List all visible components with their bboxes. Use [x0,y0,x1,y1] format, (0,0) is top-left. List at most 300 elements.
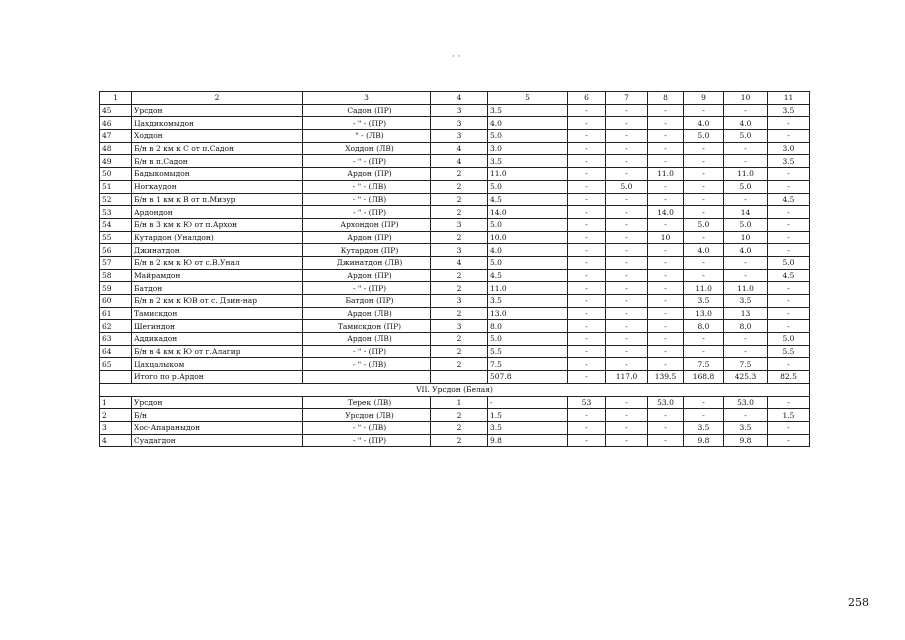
table-row [100,295,810,308]
table-cell: 7.5 [488,358,568,371]
table-cell: 4.5 [488,193,568,206]
table-cell: - [648,117,684,130]
table-cell: - [606,269,648,282]
table-cell: - [768,421,810,434]
table-cell: - " - (ПР) [303,282,431,295]
table-cell: 2 [431,206,488,219]
table-cell: - [568,244,606,257]
table-cell: 2 [431,193,488,206]
table-row [100,244,810,257]
table-cell: 11.0 [724,168,768,181]
table-cell: Ардон (ЛВ) [303,307,431,320]
table-cell: 2 [100,409,132,422]
column-number: 8 [648,92,684,105]
table-cell: - " - (ПР) [303,206,431,219]
table-cell: Джинатдон (ЛВ) [303,256,431,269]
table-row [100,421,810,434]
table-cell: - [568,358,606,371]
table-row [100,320,810,333]
table-row [100,104,810,117]
table-cell: - [568,282,606,295]
table-cell: Кутардон (ПР) [303,244,431,257]
table-cell: Батдон (ПР) [303,295,431,308]
table-cell: 3.5 [724,421,768,434]
table-cell: 4 [431,142,488,155]
table-cell: - [768,307,810,320]
table-cell: 5.0 [488,130,568,143]
table-cell: 3 [431,130,488,143]
table-cell: Ардон (ПР) [303,231,431,244]
table-cell: 9.8 [684,434,724,447]
table-cell: - [568,130,606,143]
table-cell: 2 [431,434,488,447]
table-row [100,333,810,346]
table-cell: 47 [100,130,132,143]
table-cell: 5.5 [488,345,568,358]
table-cell: 4.0 [724,117,768,130]
table-cell: 3.5 [684,421,724,434]
table-cell: 4 [431,155,488,168]
table-cell: - [568,320,606,333]
table-cell: - [568,168,606,181]
table-cell: Урсдон [132,104,303,117]
column-number: 9 [684,92,724,105]
table-cell: 59 [100,282,132,295]
table-row [100,269,810,282]
table-cell: - [768,282,810,295]
column-number: 5 [488,92,568,105]
table-cell: - [648,130,684,143]
column-number: 2 [132,92,303,105]
table-cell: 9.8 [488,434,568,447]
table-cell: Ардон (ЛВ) [303,333,431,346]
table-cell: - [648,282,684,295]
table-cell: 14 [724,206,768,219]
table-cell: 11.0 [724,282,768,295]
table-cell: 46 [100,117,132,130]
table-cell: - [768,180,810,193]
table-cell: - [684,269,724,282]
table-cell: Шегиндон [132,320,303,333]
table-cell: 5.5 [768,345,810,358]
table-cell: 3 [431,104,488,117]
table-cell: - " - (ПР) [303,345,431,358]
table-cell: 139.5 [648,371,684,384]
table-cell: Батдон [132,282,303,295]
table-cell: - [684,345,724,358]
table-cell: - [684,142,724,155]
table-cell: Цахдикомыдон [132,117,303,130]
table-cell: 2 [431,409,488,422]
table-cell: 4.0 [684,117,724,130]
table-cell: Кутардон (Уналдон) [132,231,303,244]
table-row [100,409,810,422]
table-cell: 3.5 [488,155,568,168]
table-cell: - [768,358,810,371]
table-cell: 4 [431,256,488,269]
table-cell: 14.0 [648,206,684,219]
table-cell: - [724,155,768,168]
table-cell: 2 [431,358,488,371]
table-cell: - [568,409,606,422]
table-cell: Джинатдон [132,244,303,257]
table-cell [303,371,431,384]
table-cell: - [606,358,648,371]
table-cell: 2 [431,333,488,346]
table-cell: - [684,155,724,168]
table-cell: 4.0 [488,244,568,257]
table-cell: - [606,206,648,219]
table-cell: - [648,193,684,206]
table-cell: - " - (ПР) [303,117,431,130]
table-cell: Терек (ЛВ) [303,396,431,409]
table-cell: 3.5 [724,295,768,308]
table-cell: - [606,193,648,206]
table-row [100,396,810,409]
column-number: 4 [431,92,488,105]
table-cell: 1 [431,396,488,409]
table-cell: - [768,244,810,257]
table-cell: - [606,434,648,447]
table-cell: Ногкаудон [132,180,303,193]
table-cell: - [648,320,684,333]
table-row [100,434,810,447]
table-cell: Б/н в п.Садон [132,155,303,168]
table-cell: - [684,104,724,117]
table-cell: - [488,396,568,409]
table-cell: 168.8 [684,371,724,384]
table-cell: 5.0 [488,180,568,193]
table-cell: - [768,295,810,308]
table-cell: 7.5 [684,358,724,371]
table-cell: - [768,218,810,231]
table-row [100,168,810,181]
table-cell: 117.0 [606,371,648,384]
table-cell: 3.0 [768,142,810,155]
table-cell: - [568,104,606,117]
column-number: 3 [303,92,431,105]
table-cell: 11.0 [684,282,724,295]
table-cell: - [568,307,606,320]
table-cell: - [568,269,606,282]
table-cell: Аддикадон [132,333,303,346]
table-cell: - [606,117,648,130]
table-row [100,371,810,384]
table-cell: Хос-Апараныдон [132,421,303,434]
table-cell: 56 [100,244,132,257]
table-cell: 3.5 [488,421,568,434]
table-cell: - [606,231,648,244]
table-cell: 7.5 [724,358,768,371]
table-cell: Архондон (ПР) [303,218,431,231]
table-cell: 1.5 [488,409,568,422]
table-cell: - [606,155,648,168]
table-cell: - [648,307,684,320]
table-cell: - [768,168,810,181]
table-cell: - [568,218,606,231]
page-number: 258 [848,596,869,609]
table-cell: - " - (ЛВ) [303,421,431,434]
table-cell: - [684,180,724,193]
table-row [100,307,810,320]
table-cell: 14.0 [488,206,568,219]
table-cell: 4.0 [724,244,768,257]
table-cell: - " - (ПР) [303,434,431,447]
table-cell: - [648,244,684,257]
table-cell: 4 [100,434,132,447]
table-cell: 2 [431,345,488,358]
table-row [100,358,810,371]
table-cell: 64 [100,345,132,358]
column-number: 1 [100,92,132,105]
table-cell: 13.0 [684,307,724,320]
table-cell: Ходдон (ЛВ) [303,142,431,155]
table-cell: 13 [724,307,768,320]
table-row [100,130,810,143]
table-cell: 5.0 [488,333,568,346]
table-cell: 5.0 [768,256,810,269]
table-row [100,282,810,295]
table-cell: - [648,104,684,117]
table-cell: - [606,218,648,231]
table-cell: 57 [100,256,132,269]
table-cell: 58 [100,269,132,282]
table-cell: 4.5 [488,269,568,282]
table-cell: - [648,155,684,168]
table-cell: - [648,409,684,422]
table-cell: - [648,180,684,193]
table-cell: - [684,168,724,181]
table-cell: 60 [100,295,132,308]
table-cell: Тамискдон [132,307,303,320]
table-cell: Б/н в 2 км к Ю от с.В.Унал [132,256,303,269]
table-cell: 10.0 [488,231,568,244]
table-cell: 507.8 [488,371,568,384]
table-cell: Бадыкомыдон [132,168,303,181]
table-cell: - [568,434,606,447]
table-cell: 2 [431,168,488,181]
table-cell: - " - (ЛВ) [303,193,431,206]
table-cell [431,371,488,384]
table-cell: - [724,269,768,282]
table-cell: Суадагдон [132,434,303,447]
table-cell: - [606,345,648,358]
table-cell: Б/н в 2 км к С от п.Садон [132,142,303,155]
table-cell: - [648,142,684,155]
table-row [100,193,810,206]
table-cell: - [724,256,768,269]
table-cell: - [684,256,724,269]
table-cell: - [568,295,606,308]
table-cell: 2 [431,231,488,244]
table-cell: - [568,117,606,130]
table-cell: - [606,421,648,434]
table-cell: - [568,180,606,193]
table-row [100,206,810,219]
table-cell: - [724,104,768,117]
table-row [100,231,810,244]
table-cell: - [568,333,606,346]
table-cell: - [648,218,684,231]
table-cell: 2 [431,269,488,282]
table-cell: - [568,345,606,358]
table-cell: - [606,142,648,155]
table-cell: - [768,206,810,219]
table-cell: 5.0 [724,218,768,231]
table-cell: Урсдон (ЛВ) [303,409,431,422]
table-cell: 53 [100,206,132,219]
table-cell: - [606,320,648,333]
table-cell: Садон (ПР) [303,104,431,117]
table-cell: - [768,320,810,333]
table-row [100,180,810,193]
table-cell: - [648,421,684,434]
table-cell: 54 [100,218,132,231]
table-cell: 11.0 [488,282,568,295]
table-cell: - [606,130,648,143]
table-cell: - [648,333,684,346]
table-cell: " - (ЛВ) [303,130,431,143]
table-cell: 3 [431,244,488,257]
table-cell: - [606,256,648,269]
table-cell: - [724,345,768,358]
table-cell: - [648,269,684,282]
table-cell: 3.5 [488,295,568,308]
table-cell: - [568,421,606,434]
table-row [100,117,810,130]
table-cell: 8.0 [684,320,724,333]
table-cell: 3.0 [488,142,568,155]
table-cell: - [648,345,684,358]
table-cell: 52 [100,193,132,206]
rivers-table [99,91,810,447]
column-number-row [100,92,810,105]
column-number: 11 [768,92,810,105]
scan-mark: · · [452,52,461,62]
table-cell: - [648,434,684,447]
table-cell: - [684,333,724,346]
table-cell: Ардон (ПР) [303,269,431,282]
table-cell: Б/н [132,409,303,422]
table-cell: 2 [431,282,488,295]
table-cell: 51 [100,180,132,193]
table-cell: 3.5 [768,155,810,168]
table-cell: 4.5 [768,193,810,206]
table-cell: 61 [100,307,132,320]
table-cell: 5.0 [724,180,768,193]
table-body [100,104,810,447]
table-cell: 2 [431,180,488,193]
section-title: VII. Урсдон (Белая) [100,383,810,396]
table-cell: - [606,307,648,320]
table-cell: 2 [431,421,488,434]
table-cell: 11.0 [488,168,568,181]
table-cell: - [768,396,810,409]
table-cell: - " - (ПР) [303,155,431,168]
table-cell: - [568,193,606,206]
table-cell [100,371,132,384]
table-cell: 5.0 [488,218,568,231]
table-cell: 2 [431,307,488,320]
table-cell: - [768,434,810,447]
table-cell: - [684,409,724,422]
table-cell: Урсдон [132,396,303,409]
table-cell: Цахцалыком [132,358,303,371]
table-cell: - [684,231,724,244]
table-cell: - [606,244,648,257]
section-header-row [100,383,810,396]
table-cell: 55 [100,231,132,244]
table-cell: 4.0 [488,117,568,130]
table-cell: 13.0 [488,307,568,320]
table-row [100,345,810,358]
table-cell: 3 [431,218,488,231]
table-cell: - [606,168,648,181]
table-cell: - [648,358,684,371]
table-cell: - [568,231,606,244]
table-cell: - [724,333,768,346]
table-cell: 3 [431,320,488,333]
table-cell: - [606,409,648,422]
table-cell: 53.0 [724,396,768,409]
table-cell: - [768,231,810,244]
table-cell: 1 [100,396,132,409]
table-cell: 4.5 [768,269,810,282]
table-cell: - [724,409,768,422]
table-cell: 49 [100,155,132,168]
table-cell: 48 [100,142,132,155]
table-cell: - [768,117,810,130]
table-cell: 5.0 [684,130,724,143]
table-cell: - [606,396,648,409]
table-cell: - [568,256,606,269]
table-cell: - [724,193,768,206]
table-cell: - [684,193,724,206]
table-cell: 5.0 [768,333,810,346]
table-cell: 53 [568,396,606,409]
table-cell: 3.5 [488,104,568,117]
table-cell: - [568,155,606,168]
table-cell: 3.5 [768,104,810,117]
table-cell: 50 [100,168,132,181]
table-cell: Ардон (ПР) [303,168,431,181]
table-cell: - " - (ЛВ) [303,358,431,371]
table-cell: 3 [100,421,132,434]
table-cell: 65 [100,358,132,371]
table-cell: - [724,142,768,155]
table-cell: - [684,396,724,409]
table-cell: 3 [431,117,488,130]
table-cell: - [606,333,648,346]
table-cell: - " - (ЛВ) [303,180,431,193]
table-cell: 5.0 [606,180,648,193]
table-cell: Майрамдон [132,269,303,282]
table-cell: Б/н в 3 км к Ю от п.Архон [132,218,303,231]
column-number: 7 [606,92,648,105]
table-cell: 3 [431,295,488,308]
table-cell: 45 [100,104,132,117]
table-cell: - [768,130,810,143]
column-number: 6 [568,92,606,105]
table-cell: - [684,206,724,219]
table-cell: - [648,256,684,269]
table-cell: - [568,142,606,155]
table-cell: 82.5 [768,371,810,384]
table-cell: - [648,295,684,308]
table-cell: 5.0 [488,256,568,269]
table-cell: Тамискдон (ПР) [303,320,431,333]
table-row [100,142,810,155]
